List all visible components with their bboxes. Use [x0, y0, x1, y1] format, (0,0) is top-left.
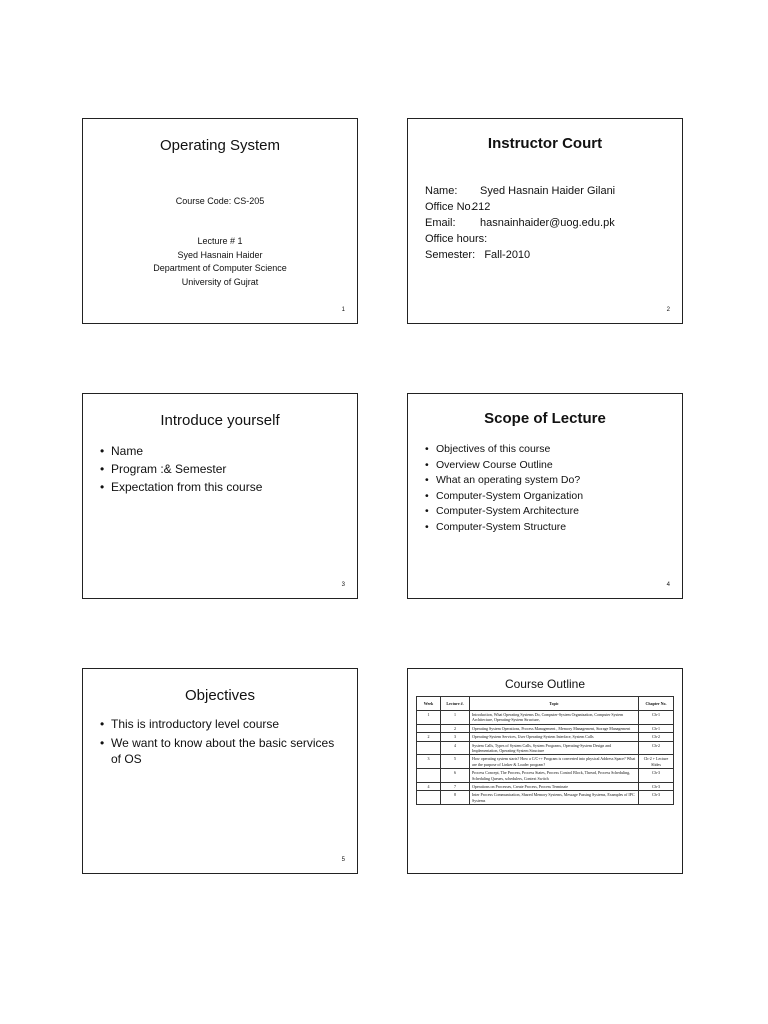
table-header-row: [417, 697, 674, 711]
bullet-text: Expectation from this course: [111, 480, 263, 494]
table-row: [417, 741, 674, 755]
hours-label: Office hours:: [425, 233, 488, 245]
bullet-icon: •: [100, 444, 105, 458]
office-row: [425, 199, 615, 215]
list-item: [425, 442, 583, 458]
semester-row: [425, 247, 615, 263]
office-label: Office No.: [425, 201, 474, 213]
cell-topic: How operating system starts? How a C/C++ Program is converted into physical Address Space? What are the purpose of Linker & Loader program?: [470, 755, 639, 769]
slide-scope-of-lecture: [407, 393, 683, 599]
email-value: hasnainhaider@uog.edu.pk: [480, 217, 615, 229]
list-item: [425, 489, 583, 505]
list-item: [100, 460, 262, 478]
semester-label: Semester:: [425, 249, 476, 261]
cell-lecture: 1: [441, 711, 470, 725]
cell-lecture: 5: [441, 755, 470, 769]
name-row: [425, 183, 615, 199]
cell-chapter: Ch-3: [639, 783, 674, 791]
bullet-text: Name: [111, 444, 144, 458]
slide-number: 3: [341, 582, 345, 588]
email-row: [425, 215, 615, 231]
cell-week: [417, 724, 441, 732]
bullet-icon: •: [100, 717, 105, 731]
list-item: [425, 520, 583, 536]
list-item: [425, 473, 583, 489]
cell-week: 3: [417, 755, 441, 769]
bullet-icon: •: [100, 480, 105, 494]
lecture-info: [83, 235, 357, 289]
bullet-icon: •: [425, 458, 429, 471]
cell-lecture: 6: [441, 769, 470, 783]
bullet-text: We want to know about the basic services of OS: [111, 736, 335, 766]
cell-lecture: 7: [441, 783, 470, 791]
slide-number: 1: [341, 307, 345, 313]
bullet-icon: •: [100, 736, 105, 750]
header-chapter: Chapter No.: [639, 697, 674, 711]
cell-chapter: Ch-3: [639, 769, 674, 783]
table-row: [417, 783, 674, 791]
slide-number: 5: [341, 857, 345, 863]
slide-title: Instructor Court: [487, 135, 603, 152]
cell-week: 4: [417, 783, 441, 791]
header-topic: Topic: [470, 697, 639, 711]
cell-lecture: 3: [441, 733, 470, 741]
list-item: [425, 504, 583, 520]
name-label: Name:: [425, 185, 458, 197]
table-row: [417, 733, 674, 741]
bullet-text: Objectives of this course: [436, 443, 551, 455]
cell-week: [417, 741, 441, 755]
slide-number: 4: [666, 582, 670, 588]
bullet-icon: •: [425, 474, 429, 487]
semester-value: Fall-2010: [484, 249, 531, 261]
table-row: [417, 755, 674, 769]
table-row: [417, 711, 674, 725]
cell-topic: Operating System Operations, Process Management , Memory Management, Storage Management: [470, 724, 639, 732]
cell-topic: Introduction, What Operating Systems Do, Computer-System Organization, Computer System Architecture, Operating-System Structure,: [470, 711, 639, 725]
header-week: Week: [417, 697, 441, 711]
cell-chapter: Ch-1: [639, 711, 674, 725]
cell-topic: Operations on Processes, Create Process, Process Terminate: [470, 783, 639, 791]
table-row: [417, 791, 674, 805]
list-item: [100, 442, 262, 460]
instructor-details: [425, 183, 615, 263]
office-value: 212: [472, 201, 491, 213]
slide-course-outline: [407, 668, 683, 874]
slide-title: Scope of Lecture: [484, 410, 606, 427]
cell-week: 2: [417, 733, 441, 741]
cell-lecture: 8: [441, 791, 470, 805]
cell-week: 1: [417, 711, 441, 725]
list-item: [425, 458, 583, 474]
department: Department of Computer Science: [153, 263, 287, 273]
slide-title: Operating System: [159, 137, 281, 154]
bullet-list: [100, 716, 345, 770]
list-item: [100, 735, 345, 767]
cell-topic: Inter Process Communication, Shared Memory Systems, Message Passing Systems, Examples of IPC Systems: [470, 791, 639, 805]
course-code: Course Code: CS-205: [175, 196, 265, 206]
bullet-text: Computer-System Organization: [436, 489, 584, 502]
name-value: Syed Hasnain Haider Gilani: [480, 185, 616, 197]
table-row: [417, 724, 674, 732]
lecture-number: Lecture # 1: [197, 236, 243, 246]
cell-week: [417, 769, 441, 783]
hours-row: [425, 231, 615, 247]
list-item: [100, 716, 345, 732]
bullet-text: Computer-System Architecture: [436, 505, 579, 518]
list-item: [100, 478, 262, 496]
slide-title: Course Outline: [504, 677, 586, 691]
cell-chapter: Ch-2: [639, 733, 674, 741]
bullet-text: This is introductory level course: [111, 717, 280, 731]
slide-operating-system: [82, 118, 358, 324]
cell-chapter: Ch-1: [639, 724, 674, 732]
slide-title: Introduce yourself: [160, 412, 280, 429]
slide-objectives: [82, 668, 358, 874]
header-lecture: Lecture #.: [441, 697, 470, 711]
slide-instructor: [407, 118, 683, 324]
slide-introduce-yourself: [82, 393, 358, 599]
cell-week: [417, 791, 441, 805]
bullet-icon: •: [425, 489, 429, 502]
university: University of Gujrat: [181, 276, 259, 287]
table-row: [417, 769, 674, 783]
bullet-icon: •: [425, 443, 429, 455]
bullet-text: Computer-System Structure: [436, 520, 567, 533]
instructor-name: Syed Hasnain Haider: [177, 249, 263, 260]
bullet-text: Program :& Semester: [111, 462, 227, 476]
course-outline-table: [416, 696, 674, 805]
cell-chapter: Ch-2: [639, 741, 674, 755]
bullet-icon: •: [425, 505, 429, 518]
cell-chapter: Ch-2 + Lecture Slides: [639, 755, 674, 769]
bullet-list: [425, 442, 583, 536]
cell-lecture: 4: [441, 741, 470, 755]
cell-topic: Operating-System Services, User Operating-System Interface, System Calls: [470, 733, 639, 741]
bullet-text: What an operating system Do?: [436, 474, 581, 487]
cell-topic: Process Concept, The Process, Process States, Process Control Block, Thread, Process Scheduling, Scheduling Queues, schedulers, Context Switch: [470, 769, 639, 783]
bullet-icon: •: [425, 520, 429, 533]
slide-number: 2: [666, 307, 670, 313]
cell-lecture: 2: [441, 724, 470, 732]
cell-chapter: Ch-3: [639, 791, 674, 805]
slide-title: Objectives: [184, 687, 256, 704]
bullet-list: [100, 442, 262, 496]
bullet-icon: •: [100, 462, 105, 476]
cell-topic: System Calls, Types of System Calls, System Programs, Operating-System Design and Implementation, Operating-System Structure: [470, 741, 639, 755]
bullet-text: Overview Course Outline: [436, 458, 553, 471]
email-label: Email:: [425, 217, 456, 229]
